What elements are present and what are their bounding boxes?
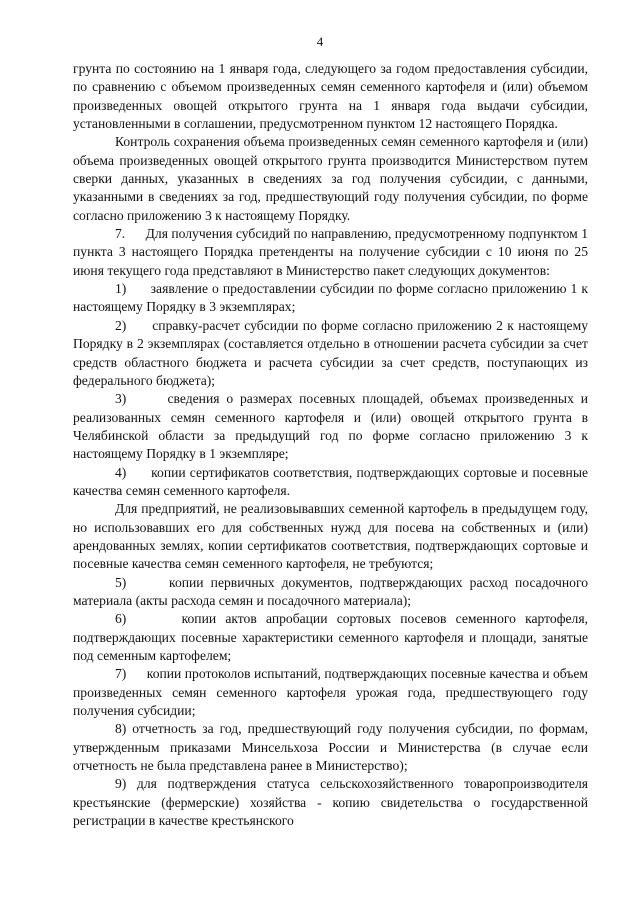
paragraph-exception: Для предприятий, не реализовывавших семенной картофель в предыдущем году, но использовавших его для собственных нужд для посева на собственных и (или) арендованных землях, копии сертификатов соответствия, подтверждающих сортовые и посевные качества семян семенного картофеля, не требуются; xyxy=(73,501,588,572)
list-item-7: 7) копии протоколов испытаний, подтверждающих посевные качества и объем произведенных семян семенного картофеля урожая года, предшествующего году получения субсидии; xyxy=(73,666,588,719)
paragraph-item-7: 7. Для получения субсидий по направлению, предусмотренному подпунктом 1 пункта 3 настоящего Порядка претенденты на получение субсидии с 10 июня по 25 июня текущего года представляют в Министерство пакет следующих документов: xyxy=(73,226,588,278)
paragraph-continuation: грунта по состоянию на 1 января года, следующего за годом предоставления субсидии, по сравнению с объемом произведенных семян семенного картофеля и (или) объемом произведенных овощей открытого грунта на 1 января года выдачи субсидии, установленными в соглашении, предусмотренном пунктом 12 настоящего Порядка. xyxy=(73,61,588,132)
list-item-2: 2) справку-расчет субсидии по форме согласно приложению 2 к настоящему Порядку в 2 экземплярах (составляется отдельно в отношении расчета субсидии за счет средств областного бюджета и расчета субсидии за счет средств, поступающих из федерального бюджета); xyxy=(73,317,588,388)
list-item-5: 5) копии первичных документов, подтверждающих расход посадочного материала (акты расхода семян и посадочного материала); xyxy=(73,574,588,608)
list-item-4: 4) копии сертификатов соответствия, подтверждающих сортовые и посевные качества семян семенного картофеля. xyxy=(73,464,588,498)
list-item-6: 6) копии актов апробации сортовых посевов семенного картофеля, подтверждающих посевные характеристики семенного картофеля и площади, занятые под семенным картофелем; xyxy=(73,611,588,663)
list-item-8: 8) отчетность за год, предшествующий году получения субсидии, по формам, утвержденным приказами Минсельхоза России и Министерства (в случае если отчетность не была представлена ранее в Министерство); xyxy=(73,721,588,774)
list-item-9: 9) для подтверждения статуса сельскохозяйственного товаропроизводителя крестьянские (фермерские) хозяйства - копию свидетельства о государственной регистрации в качестве крестьянского xyxy=(73,776,588,829)
page-number: 4 xyxy=(316,34,324,49)
list-item-1: 1) заявление о предоставлении субсидии по форме согласно приложению 1 к настоящему Порядку в 3 экземплярах; xyxy=(73,281,588,315)
document-body xyxy=(73,60,588,830)
paragraph-control: Контроль сохранения объема произведенных семян семенного картофеля и (или) объема произведенных овощей открытого грунта производится Министерством путем сверки данных, указанных в сведениях за год получения субсидии, с данными, указанными в сведениях за год, предшествующий году получения субсидии, по форме согласно приложению 3 к настоящему Порядку. xyxy=(73,134,588,223)
list-item-3: 3) сведения о размерах посевных площадей, объемах произведенных и реализованных семян семенного картофеля и (или) овощей открытого грунта в Челябинской области за предыдущий год по форме согласно приложению 3 к настоящему Порядку в 1 экземпляре; xyxy=(73,391,588,462)
